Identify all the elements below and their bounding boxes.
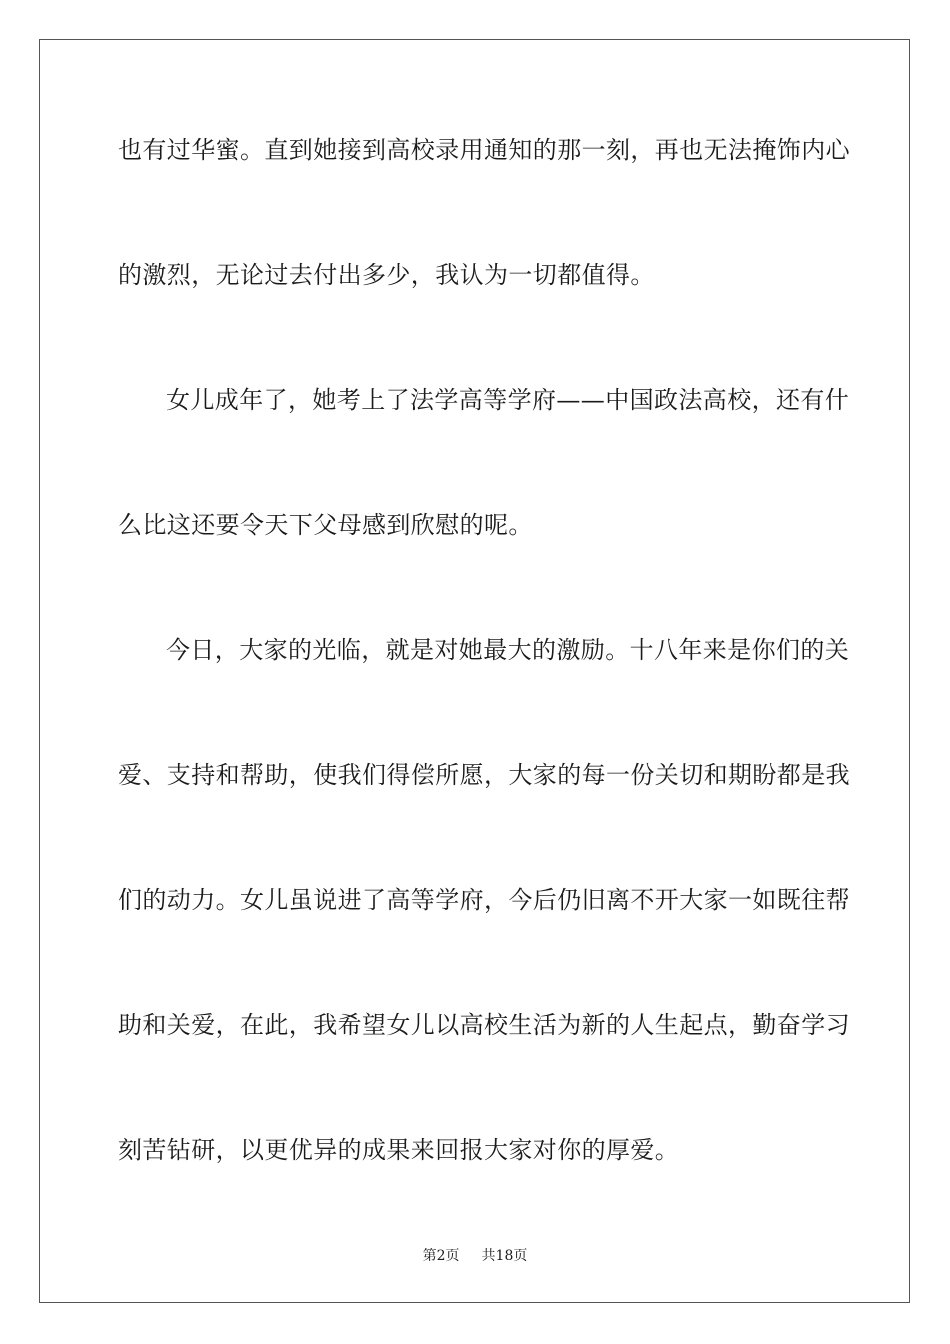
- body-text-line: 今日，大家的光临，就是对她最大的激励。十八年来是你们的关: [166, 636, 850, 664]
- body-text-line: 也有过华蜜。直到她接到高校录用通知的那一刻，再也无法掩饰内心: [118, 136, 850, 164]
- page-number: 第2页: [422, 1248, 460, 1264]
- body-text-line: 么比这还要令天下父母感到欣慰的呢。: [118, 511, 533, 539]
- body-text-line: 刻苦钻研，以更优异的成果来回报大家对你的厚爱。: [118, 1136, 680, 1164]
- body-text-line: 助和关爱，在此，我希望女儿以高校生活为新的人生起点，勤奋学习: [118, 1011, 850, 1039]
- page-frame: [39, 39, 910, 1303]
- body-text-line: 的激烈，无论过去付出多少，我认为一切都值得。: [118, 261, 655, 289]
- body-text-line: 爱、支持和帮助，使我们得偿所愿，大家的每一份关切和期盼都是我: [118, 761, 850, 789]
- page-total: 共18页: [481, 1248, 528, 1264]
- body-text-line: 们的动力。女儿虽说进了高等学府，今后仍旧离不开大家一如既往帮: [118, 886, 850, 914]
- body-text-line: 女儿成年了，她考上了法学高等学府——中国政法高校，还有什: [166, 386, 850, 414]
- page-footer: [0, 1247, 950, 1265]
